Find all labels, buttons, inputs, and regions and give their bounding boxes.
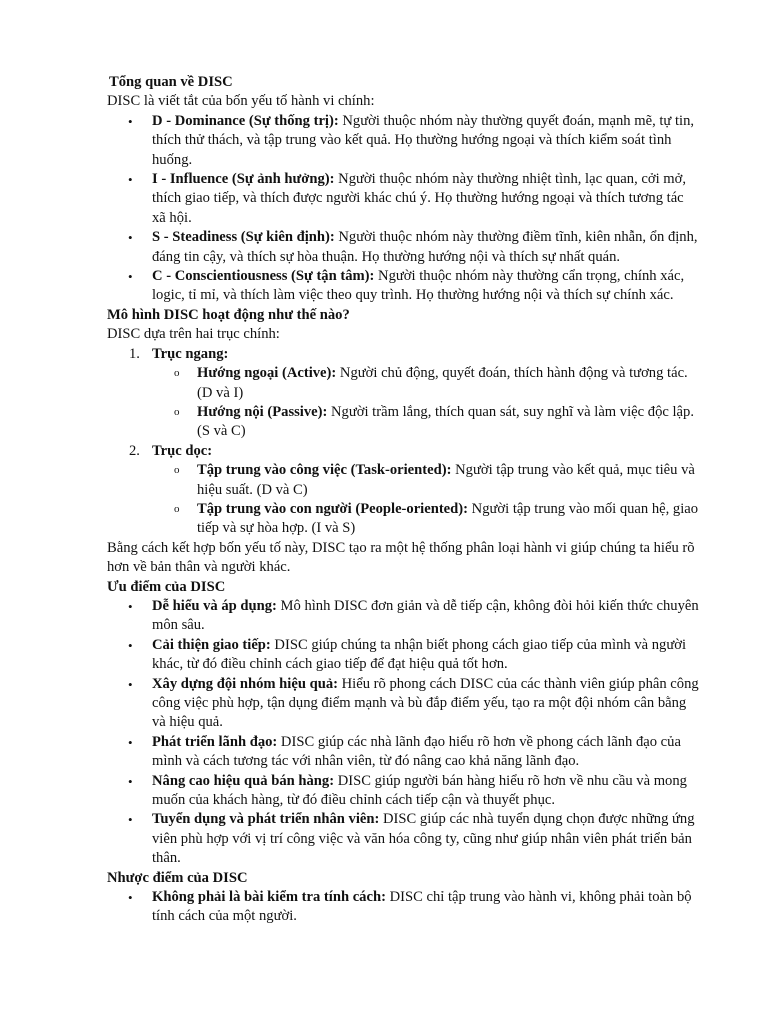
item-label: Không phải là bài kiểm tra tính cách: xyxy=(152,889,386,906)
intro-text: DISC là viết tắt của bốn yếu tố hành vi chính: xyxy=(107,93,375,110)
item-text: DISC giúp các nhà lãnh đạo hiểu rõ hơn về phong cách lãnh đạo của mình và cách tương tác với nhân viên, từ đó nâng cao khả năng lãnh đạo. xyxy=(152,733,681,770)
item-label: I - Influence (Sự ảnh hưởng): xyxy=(152,171,335,188)
item-label: Trục ngang: xyxy=(152,345,229,362)
list-item xyxy=(107,810,699,868)
list-item xyxy=(107,636,699,675)
item-label: S - Steadiness (Sự kiên định): xyxy=(152,229,335,246)
item-label: Nâng cao hiệu quả bán hàng: xyxy=(152,772,335,789)
item-text: Người thuộc nhóm này thường nhiệt tình, lạc quan, cởi mở, thích giao tiếp, và thích được người khác chú ý. Họ thường hướng ngoại và thích tương tác xã hội. xyxy=(152,171,686,226)
circle-bullet-icon: o xyxy=(174,502,180,515)
item-text: Mô hình DISC đơn giản và dễ tiếp cận, không đòi hỏi kiến thức chuyên môn sâu. xyxy=(152,597,699,634)
list-item xyxy=(107,733,699,772)
bullet-icon: • xyxy=(128,676,133,692)
list-item xyxy=(107,228,699,267)
item-text: Người tập trung vào mối quan hệ, giao tiếp và sự hòa hợp. (I và S) xyxy=(197,500,699,537)
bullet-icon: • xyxy=(128,773,133,789)
item-text: Người thuộc nhóm này thường cẩn trọng, chính xác, logic, tỉ mỉ, và thích làm việc theo quy trình. Họ thường hướng nội và thích sự chính xác. xyxy=(152,268,685,304)
item-label: Hướng ngoại (Active): xyxy=(197,365,337,382)
section-heading-cons: Nhược điểm của DISC xyxy=(107,869,248,886)
sub-list-item xyxy=(107,364,699,403)
model-summary-text: Bằng cách kết hợp bốn yếu tố này, DISC tạo ra một hệ thống phân loại hành vi giúp chúng ta hiểu rõ hơn về bản thân và người khác. xyxy=(107,539,695,576)
item-text: Người chủ động, quyết đoán, thích hành động và tương tác. (D và I) xyxy=(197,365,688,401)
document-page xyxy=(107,73,699,927)
list-item xyxy=(107,267,699,306)
document-title: Tổng quan về DISC xyxy=(109,74,233,90)
item-number: 2. xyxy=(129,442,140,459)
bullet-icon: • xyxy=(128,598,133,614)
section-heading-pros: Ưu điểm của DISC xyxy=(107,578,226,595)
bullet-icon: • xyxy=(128,113,133,129)
list-item xyxy=(107,112,699,170)
item-text: Người trầm lắng, thích quan sát, suy nghĩ và làm việc độc lập. (S và C) xyxy=(197,403,694,440)
list-item xyxy=(107,675,699,733)
item-label: Dễ hiểu và áp dụng: xyxy=(152,597,277,614)
item-text: DISC giúp chúng ta nhận biết phong cách giao tiếp của mình và người khác, từ đó điều chỉnh cách giao tiếp để đạt hiệu quả tốt hơn. xyxy=(152,636,687,673)
item-label: Tập trung vào công việc (Task-oriented): xyxy=(197,462,452,479)
bullet-icon: • xyxy=(128,172,133,188)
list-item xyxy=(107,772,699,811)
item-label: Hướng nội (Passive): xyxy=(197,403,328,420)
item-number: 1. xyxy=(129,345,140,362)
sub-list-item xyxy=(107,403,699,442)
item-text: DISC giúp người bán hàng hiểu rõ hơn về nhu cầu và mong muốn của khách hàng, từ đó điều chỉnh cách tiếp cận và thuyết phục. xyxy=(152,772,687,809)
item-text: DISC giúp các nhà tuyển dụng chọn được những ứng viên phù hợp với vị trí công việc và văn hóa công ty, cũng như giúp nhân viên phát triển bản thân. xyxy=(152,811,695,867)
factor-list xyxy=(107,112,699,306)
item-label: Tập trung vào con người (People-oriented): xyxy=(197,500,468,517)
axis-item xyxy=(107,442,699,461)
item-label: D - Dominance (Sự thống trị): xyxy=(152,112,339,129)
bullet-icon: • xyxy=(128,890,133,906)
list-item xyxy=(107,597,699,636)
item-label: Cải thiện giao tiếp: xyxy=(152,636,271,653)
item-text: DISC chỉ tập trung vào hành vi, không phải toàn bộ tính cách của một người. xyxy=(152,889,692,925)
list-item xyxy=(107,170,699,228)
model-intro-text: DISC dựa trên hai trục chính: xyxy=(107,326,280,343)
item-label: C - Conscientiousness (Sự tận tâm): xyxy=(152,268,375,285)
list-item xyxy=(107,888,699,927)
axis-list xyxy=(107,345,699,539)
bullet-icon: • xyxy=(128,637,133,653)
item-text: Hiểu rõ phong cách DISC của các thành viên giúp phân công công việc phù hợp, tận dụng điểm mạnh và bù đắp điểm yếu, tạo ra một đội nhóm cân bằng và hiệu quả. xyxy=(152,675,699,731)
item-text: Người tập trung vào kết quả, mục tiêu và hiệu suất. (D và C) xyxy=(197,462,695,498)
bullet-icon: • xyxy=(128,230,133,246)
circle-bullet-icon: o xyxy=(174,367,180,380)
sub-list-item xyxy=(107,461,699,500)
sub-list-item xyxy=(107,500,699,539)
item-text: Người thuộc nhóm này thường quyết đoán, mạnh mẽ, tự tin, thích thử thách, và tập trung vào kết quả. Họ thường hướng ngoại và thích kiểm soát tình huống. xyxy=(152,112,695,168)
bullet-icon: • xyxy=(128,812,133,828)
item-text: Người thuộc nhóm này thường điềm tĩnh, kiên nhẫn, ổn định, đáng tin cậy, và thích sự hòa thuận. Họ thường hướng nội và thích sự nhất quán. xyxy=(152,229,698,265)
circle-bullet-icon: o xyxy=(174,464,180,477)
pros-list xyxy=(107,597,699,869)
axis-item xyxy=(107,345,699,364)
item-label: Phát triển lãnh đạo: xyxy=(152,733,278,750)
item-label: Xây dựng đội nhóm hiệu quả: xyxy=(152,675,338,692)
circle-bullet-icon: o xyxy=(174,405,180,418)
section-heading-model: Mô hình DISC hoạt động như thế nào? xyxy=(107,306,350,323)
cons-list xyxy=(107,888,699,927)
item-label: Tuyển dụng và phát triển nhân viên: xyxy=(152,811,380,828)
bullet-icon: • xyxy=(128,269,133,285)
item-label: Trục dọc: xyxy=(152,442,213,459)
bullet-icon: • xyxy=(128,734,133,750)
